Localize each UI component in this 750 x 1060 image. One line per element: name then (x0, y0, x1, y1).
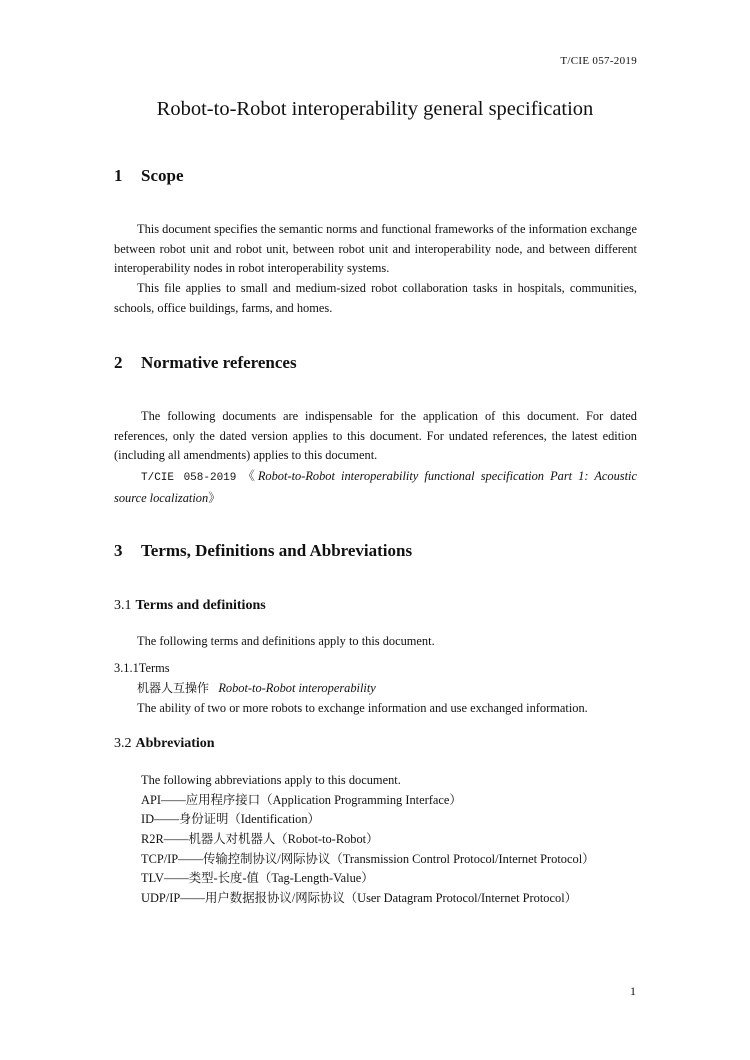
reference-entry (114, 467, 637, 508)
section-title: Normative references (141, 353, 297, 372)
section-number: 2 (114, 353, 123, 372)
references-paragraph: The following documents are indispensable for the application of this document. For dated references, only the dated version applies to this document. For undated references, the latest edition (including all amendments) applies to this document. (114, 409, 637, 463)
abbreviation-item: UDP/IP——用户数据报协议/网际协议（User Datagram Protocol/Internet Protocol） (141, 891, 578, 905)
abbreviations-intro: The following abbreviations apply to this document. (141, 773, 401, 787)
term-definition: The ability of two or more robots to exchange information and use exchanged information. (137, 701, 588, 715)
terms-label: 3.1.1Terms (114, 661, 170, 675)
term-entry (137, 679, 376, 699)
section-title: Scope (141, 166, 184, 185)
subsection-number: 3.2 (114, 736, 132, 751)
scope-paragraph-1: This document specifies the semantic norms and functional frameworks of the information exchange between robot unit and robot unit, between robot unit and interoperability node, and between different interoperability nodes in robot interoperability systems. (114, 222, 637, 276)
reference-close-bracket: 》 (208, 490, 221, 505)
section-title: Terms, Definitions and Abbreviations (141, 541, 413, 560)
section-1-heading (114, 166, 184, 186)
term-chinese: 机器人互操作 (137, 681, 210, 695)
subsection-number: 3.1 (114, 598, 132, 613)
abbreviation-item: TCP/IP——传输控制协议/网际协议（Transmission Control Protocol/Internet Protocol） (141, 852, 595, 866)
abbreviation-item: TLV——类型-长度-值（Tag-Length-Value） (141, 871, 374, 885)
subsection-title: Abbreviation (135, 736, 215, 751)
section-number: 3 (114, 541, 123, 560)
reference-open-bracket: 《 (242, 469, 258, 483)
terms-intro: The following terms and definitions apply to this document. (137, 634, 435, 648)
subsection-title: Terms and definitions (135, 598, 266, 613)
term-english: Robot-to-Robot interoperability (218, 681, 376, 695)
section-3-heading (114, 541, 412, 561)
page-number: 1 (630, 984, 636, 998)
abbreviation-item: API——应用程序接口（Application Programming Interface） (141, 793, 462, 807)
scope-paragraph-2: This file applies to small and medium-sized robot collaboration tasks in hospitals, communities, schools, office buildings, farms, and homes. (114, 281, 637, 315)
section-number: 1 (114, 166, 123, 185)
abbreviation-item: ID——身份证明（Identification） (141, 812, 320, 826)
subsection-3-1-heading (114, 598, 266, 614)
reference-code: T/CIE 058-2019 (141, 472, 237, 484)
document-code: T/CIE 057-2019 (560, 55, 637, 67)
document-title: Robot-to-Robot interoperability general specification (156, 98, 594, 120)
reference-title: Robot-to-Robot interoperability functional specification Part 1: Acoustic source localization (114, 469, 638, 505)
section-2-heading (114, 353, 297, 373)
subsection-3-2-heading (114, 736, 215, 752)
abbreviation-item: R2R——机器人对机器人（Robot-to-Robot） (141, 832, 379, 846)
